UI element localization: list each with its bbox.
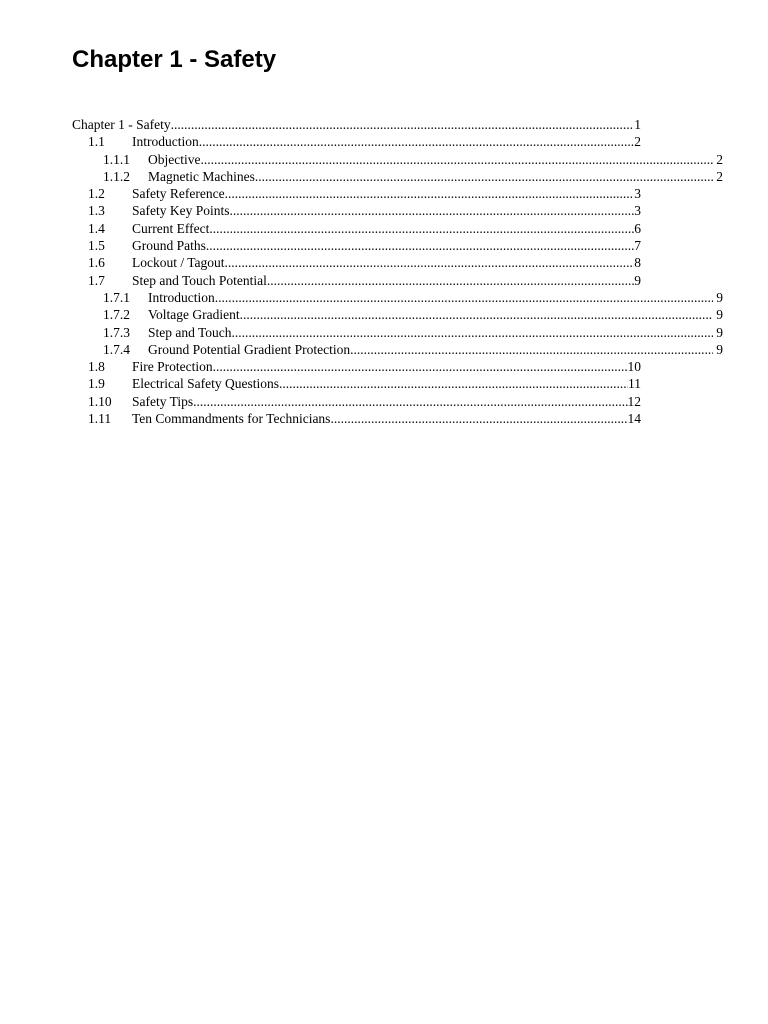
toc-entry-1-7-1[interactable] [72,289,723,306]
toc-entry-title: Lockout / Tagout [132,255,225,271]
toc-entry-title: Ten Commandments for Technicians [132,411,331,427]
toc-entry-title: Electrical Safety Questions [132,376,279,392]
toc-entry-page: 11 [628,376,641,392]
toc-entry-page: 14 [627,411,641,427]
toc-dot-leader [200,151,713,168]
toc-entry-1-8[interactable] [72,358,641,375]
toc-entry-1-1-1[interactable] [72,151,723,168]
toc-entry-number: 1.7.1 [103,289,130,305]
toc-entry-page: 10 [627,359,641,375]
toc-entry-number: 1.1.2 [103,168,130,184]
toc-entry-title: Current Effect [132,220,210,236]
toc-entry-title: Step and Touch [148,324,232,340]
toc-dot-leader [232,324,714,341]
toc-entry-page: 9 [716,307,723,323]
toc-entry-title: Chapter 1 - Safety [72,117,171,132]
toc-entry-1-10[interactable] [72,393,641,410]
toc-entry-number: 1.3 [88,203,105,219]
toc-entry-title: Objective [148,151,201,167]
toc-entry-number: 1.11 [88,411,112,427]
toc-entry-1-1-2[interactable] [72,168,723,185]
toc-entry-number: 1.1.1 [103,151,130,167]
toc-entry-title: Voltage Gradient [148,307,240,323]
toc-entry-title: Introduction [132,134,199,150]
toc-entry-1-2[interactable] [72,185,641,202]
toc-entry-page: 2 [634,134,641,150]
toc-entry-number: 1.2 [88,186,105,202]
toc-entry-number: 1.10 [88,393,112,409]
toc-entry-page: 3 [634,203,641,219]
toc-entry-title: Step and Touch Potential [132,272,267,288]
toc-dot-leader [267,272,634,289]
toc-entry-1-7-2[interactable] [72,306,723,323]
toc-entry-page: 6 [634,220,641,236]
toc-dot-leader [209,220,634,237]
toc-dot-leader [225,185,635,202]
toc-entry-number: 1.7.4 [103,341,130,357]
toc-dot-leader [171,116,635,133]
toc-dot-leader [213,358,628,375]
table-of-contents [72,116,724,427]
toc-entry-title: Magnetic Machines [148,168,255,184]
toc-dot-leader [193,393,627,410]
toc-entry-page: 3 [634,186,641,202]
toc-entry-1-4[interactable] [72,220,641,237]
toc-entry-number: 1.6 [88,255,105,271]
toc-entry-number: 1.7.3 [103,324,130,340]
toc-dot-leader [199,133,635,150]
toc-entry-number: 1.4 [88,220,105,236]
toc-entry-1-7-4[interactable] [72,341,723,358]
toc-dot-leader [279,375,628,392]
toc-entry-title: Fire Protection [132,359,213,375]
toc-entry-1-7[interactable] [72,272,641,289]
toc-entry-page: 1 [634,117,641,132]
toc-entry-page: 9 [716,341,723,357]
toc-entry-1-7-3[interactable] [72,324,723,341]
toc-entry-title: Ground Potential Gradient Protection [148,341,351,357]
toc-entry-1-9[interactable] [72,375,641,392]
toc-dot-leader [255,168,713,185]
toc-entry-page: 9 [716,289,723,305]
toc-entry-number: 1.5 [88,238,105,254]
toc-entry-1-5[interactable] [72,237,641,254]
toc-entry-page: 2 [716,151,723,167]
toc-entry-number: 1.9 [88,376,105,392]
toc-entry-1-3[interactable] [72,202,641,219]
toc-entry-page: 7 [634,238,641,254]
toc-dot-leader [225,254,635,271]
toc-entry-number: 1.8 [88,359,105,375]
toc-entry-page: 2 [716,168,723,184]
toc-dot-leader [240,306,714,323]
toc-entry-1-11[interactable] [72,410,641,427]
toc-dot-leader [206,237,634,254]
toc-entry-title: Ground Paths [132,238,206,254]
toc-dot-leader [350,341,713,358]
toc-dot-leader [215,289,714,306]
toc-entry-chapter-1[interactable] [72,116,641,133]
toc-entry-page: 9 [634,272,641,288]
toc-entry-page: 12 [627,393,641,409]
toc-dot-leader [330,410,627,427]
toc-entry-number: 1.1 [88,134,105,150]
toc-entry-page: 9 [716,324,723,340]
toc-dot-leader [230,202,635,219]
toc-entry-number: 1.7 [88,272,105,288]
toc-entry-number: 1.7.2 [103,307,130,323]
toc-entry-title: Safety Reference [132,186,225,202]
toc-entry-title: Introduction [148,289,215,305]
toc-entry-title: Safety Key Points [132,203,230,219]
toc-entry-page: 8 [634,255,641,271]
page-title: Chapter 1 - Safety [72,46,277,73]
toc-entry-1-1[interactable] [72,133,641,150]
toc-entry-title: Safety Tips [132,393,194,409]
toc-entry-1-6[interactable] [72,254,641,271]
